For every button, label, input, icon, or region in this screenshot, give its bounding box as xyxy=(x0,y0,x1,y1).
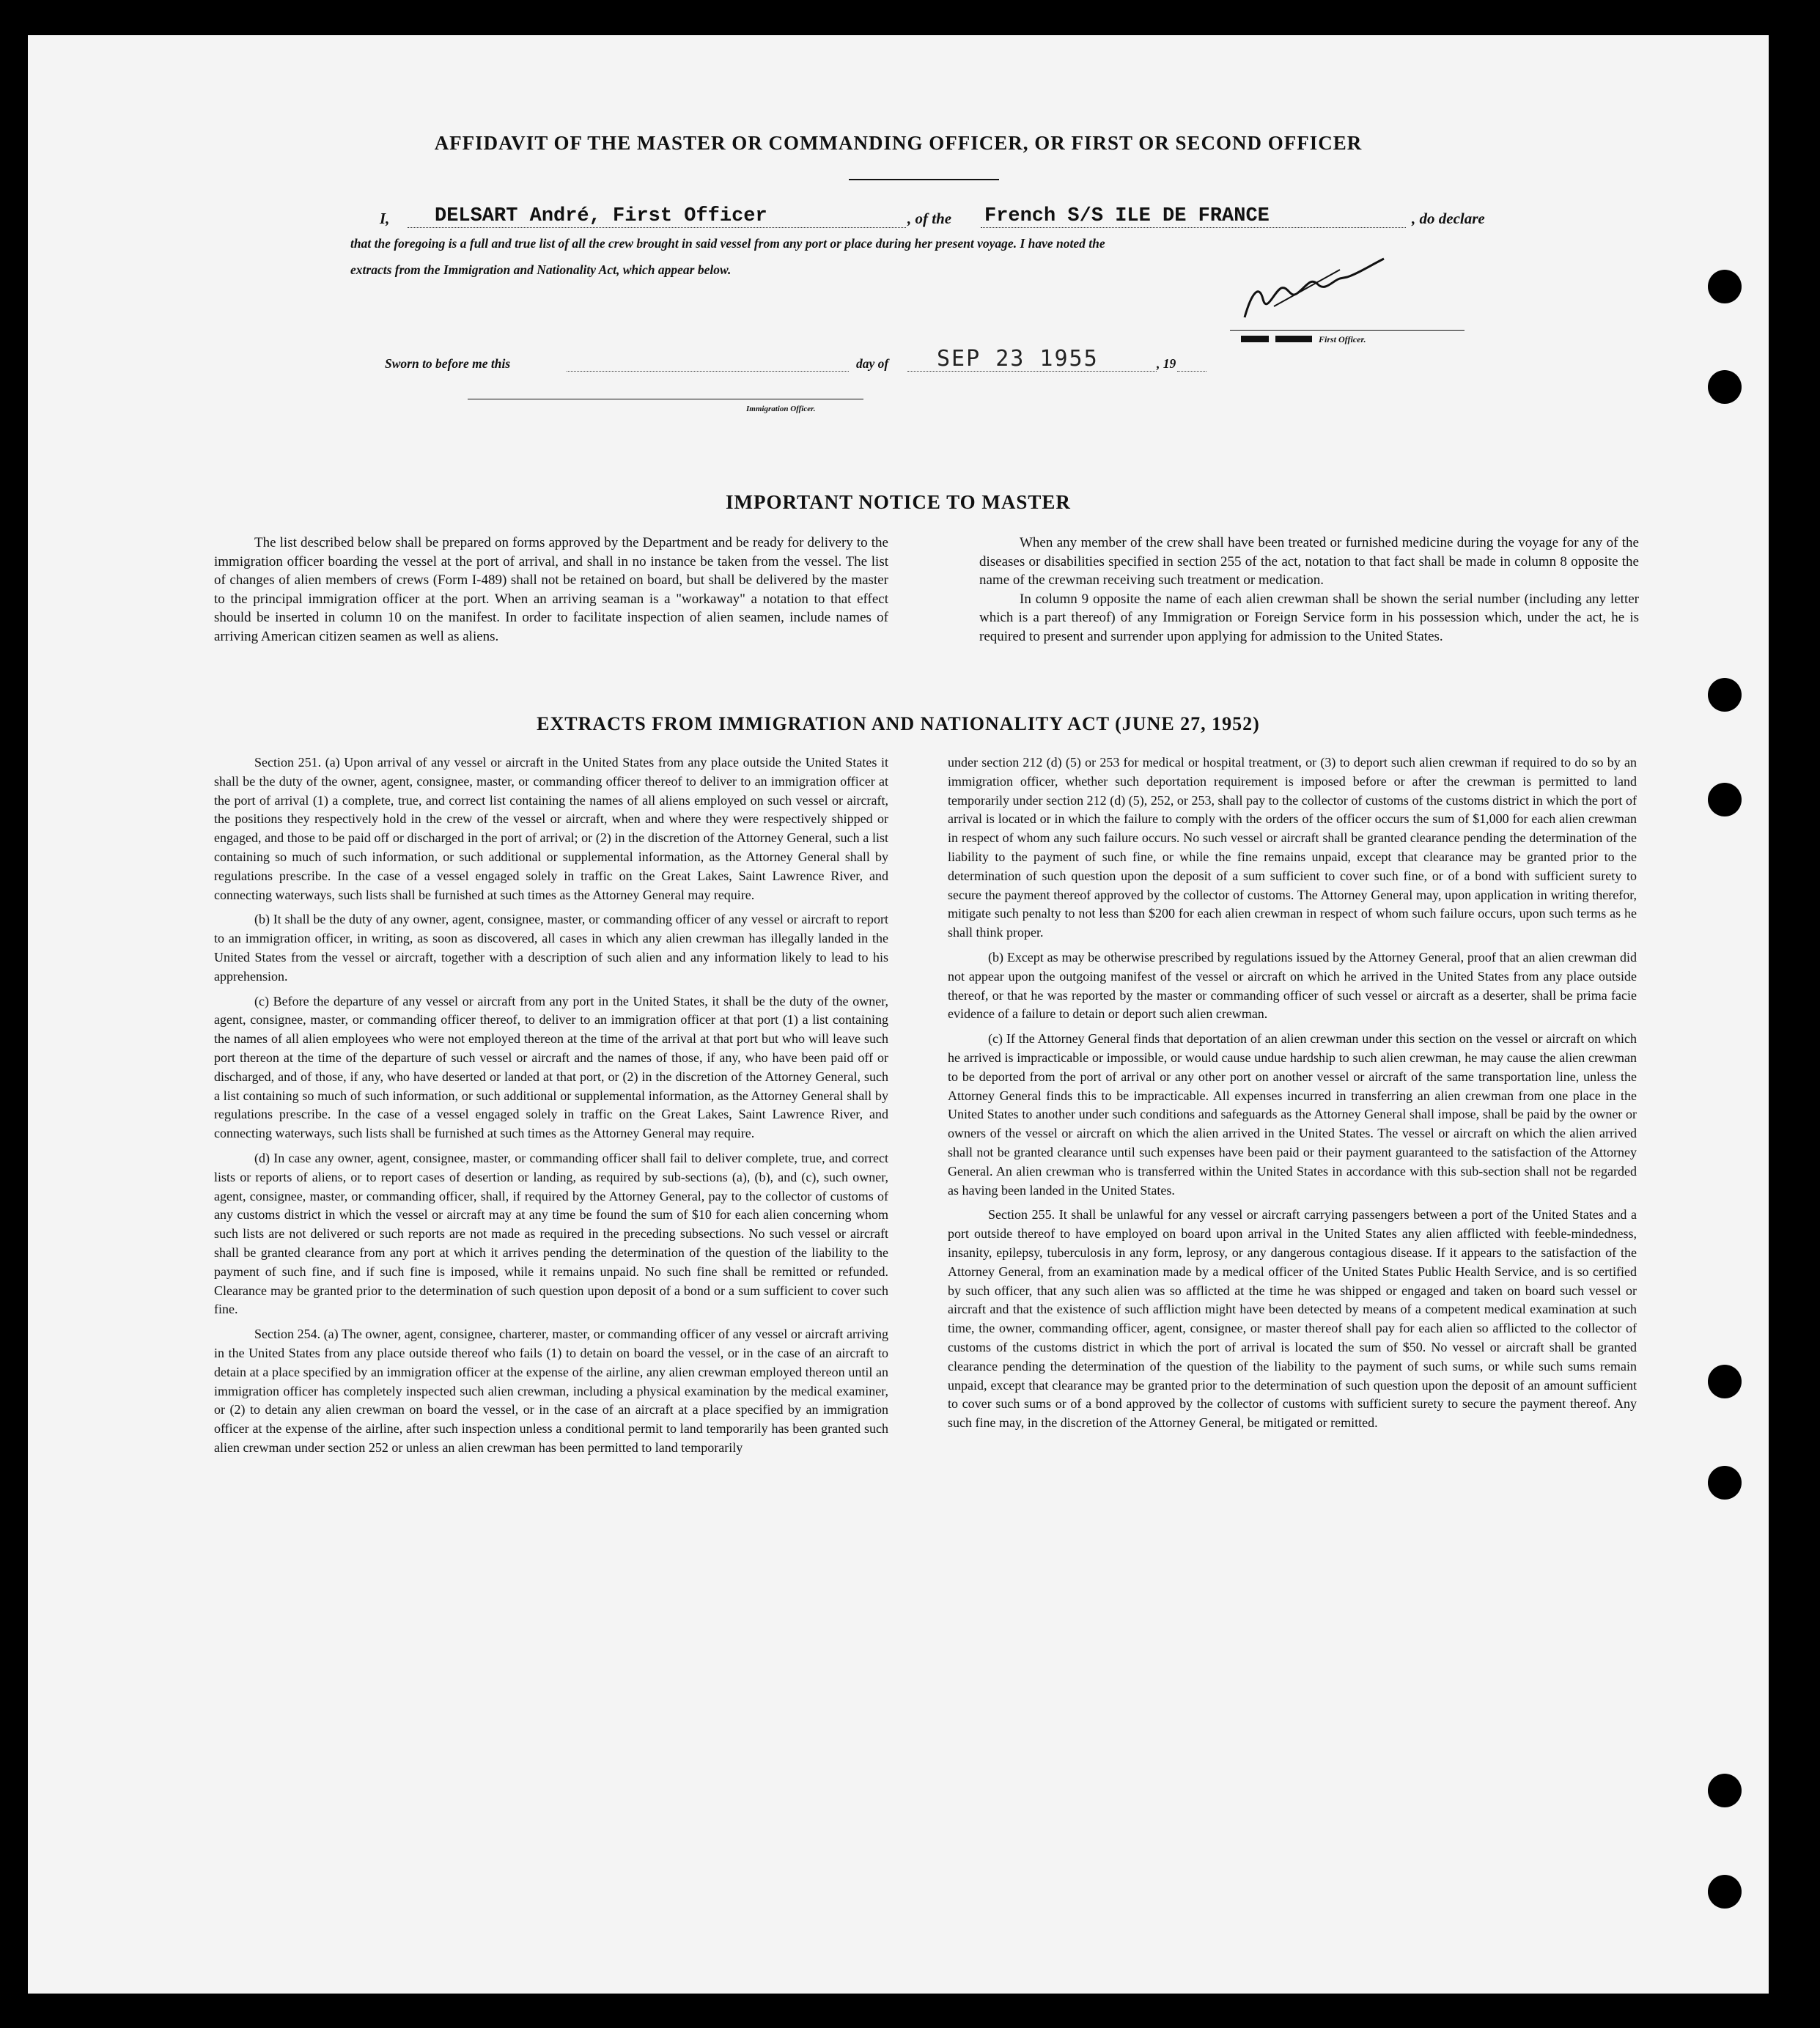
year-line xyxy=(1177,371,1206,372)
section-254-a: Section 254. (a) The owner, agent, consignee, charterer, master, or commanding officer of any vessel or aircraft arriving in the United States from any place outside thereof who fails (1) to detain on board the vessel, or in the case of an aircraft to detain at a place specified by an immigration officer at the expense of the airline, any alien crewman employed thereon until an immigration officer has completely inspected such alien crewman, including a physical examination by the medical examiner, or (2) to detain any alien crewman on board the vessel, or in the case of an aircraft at a place specified by an immigration officer at the expense of the airline, after such inspection unless a conditional permit to land temporarily has been granted such alien crewman under section 252 or unless an alien crewman has been permitted to land temporarily xyxy=(214,1327,888,1455)
extracts-right-column xyxy=(948,753,1637,1439)
section-251-b: (b) It shall be the duty of any owner, agent, consignee, master, or commanding officer of any vessel or aircraft to report to an immigration officer, in writing, as soon as discovered, all cases in which any alien crewman has illegally landed in the United States from the vessel or aircraft, together with a description of such alien and any information likely to lead to his apprehension. xyxy=(214,912,888,984)
officer-signature-line xyxy=(1230,330,1465,331)
binder-hole xyxy=(1708,1466,1742,1500)
section-251-d: (d) In case any owner, agent, consignee, master, or commanding officer shall fail to deliver complete, true, and correct lists or reports of aliens, or to report cases of desertion or landing, as required by sub-sections (a), (b), and (c), such owner, agent, consignee, master, or commanding officer, shall, if required by the Attorney General, pay to the collector of customs of any customs district in which the vessel or aircraft may at any time be found the sum of $10 for each alien concerning whom such lists are not delivered or such reports are not made as required in the preceding subsections. No such vessel or aircraft shall be granted clearance from any port at which it arrives pending the determination of the question of the liability to the payment of such fine, and if such fine is imposed, while it remains unpaid. No such fine shall be remitted or refunded. Clearance may be granted prior to the determination of such question upon deposit of a bond or a sum sufficient to cover such fine. xyxy=(214,1150,888,1317)
struck-second-mark xyxy=(1275,336,1312,342)
binder-hole xyxy=(1708,1365,1742,1398)
officer-name-line xyxy=(408,227,906,228)
sworn-day-line xyxy=(567,371,849,372)
do-declare-label: , do declare xyxy=(1412,210,1485,227)
section-254-a-cont: under section 212 (d) (5) or 253 for medical or hospital treatment, or (3) to deport such alien crewman if required to do so by an immigration officer, whether such deportation requirement is imposed before or after the crewman is permitted to land temporarily under section 212 (d) (5), 252, or 253, shall pay to the collector of customs of the customs district in which the port of arrival is located or in which the failure to comply with the orders of the officer occurs the sum of $1,000 for each alien crewman in respect of whom any such failure occurs. No such vessel or aircraft shall be granted clearance pending the determination of the liability to the payment of such fine, or while the fine remains unpaid, except that clearance may be granted prior to the determination of such question upon the deposit of a sum sufficient to cover such fine, or of a bond with sufficient surety to secure the payment thereof approved by the collector of customs. The Attorney General may, upon application in writing therefor, mitigate such penalty to not less than $200 for each alien crewman in respect of whom such failure occurs, upon such terms as he shall think proper. xyxy=(948,755,1637,940)
binder-hole xyxy=(1708,783,1742,816)
notice-title: IMPORTANT NOTICE TO MASTER xyxy=(726,491,1071,513)
officer-name: DELSART André, First Officer xyxy=(435,205,767,227)
section-255: Section 255. It shall be unlawful for any vessel or aircraft carrying passengers between a port of the United States and a port outside thereof to have employed on board upon arrival in the United States any alien afflicted with feeble-mindedness, insanity, epilepsy, tuberculosis in any form, leprosy, or any dangerous contagious disease. If it appears to the satisfaction of the Attorney General, from an examination made by a medical officer of the United States Public Health Service, and is so certified by such officer, that any such alien was so afflicted at the time he was shipped or engaged and taken on board such vessel or aircraft and that the existence of such affliction might have been detected by means of a competent medical examination at such time, the owner, commanding officer, agent, consignee, or master thereof shall pay for each alien so afflicted to the collector of customs of the customs district in which the port of arrival is located the sum of $50. No vessel or aircraft shall be granted clearance pending the determination of the question of the liability to the payment of such sums, or while such sums remain unpaid, except that clearance may be granted prior to the determination of such question upon the deposit of an amount sufficient to cover such sums or of a bond approved by the collector of customs with sufficient surety to secure the payment thereof. Any such fine may, in the discretion of the Attorney General, be mitigated or remitted. xyxy=(948,1207,1637,1431)
binder-hole xyxy=(1708,370,1742,404)
extracts-title: EXTRACTS FROM IMMIGRATION AND NATIONALITY ACT (JUNE 27, 1952) xyxy=(537,713,1260,734)
section-251-c: (c) Before the departure of any vessel or aircraft from any port in the United States, it shall be the duty of the owner, agent, consignee, master, or commanding officer thereof, to deliver to an immigration officer at that port (1) a list containing the names of all alien employees who were not employed thereon at the time of the arrival at that port but who will leave such port thereon at the time of the departure of such vessel or aircraft and the names of those, if any, who have been paid off or discharged, and of those, if any, who have deserted or landed at that port, or (2) in the discretion of the Attorney General, such a list containing so much of such information, or such additional or supplemental information, as the Attorney General shall by regulations prescribe. In the case of a vessel engaged solely in traffic on the Great Lakes, Saint Lawrence River, and connecting waterways, such lists shall be furnished at such times as the Attorney General may require. xyxy=(214,993,888,1141)
notice-right xyxy=(979,534,1639,646)
vessel-line xyxy=(981,227,1406,228)
binder-hole xyxy=(1708,1774,1742,1807)
affidavit-title: AFFIDAVIT OF THE MASTER OR COMMANDING OFFICER, OR FIRST OR SECOND OFFICER xyxy=(434,132,1363,154)
date-stamp: SEP 23 1955 xyxy=(937,346,1099,372)
section-254-c: (c) If the Attorney General finds that deportation of an alien crewman under this section on the vessel or aircraft on which he arrived is impracticable or impossible, or would cause undue hardship to such alien crewman, he may cause the alien crewman to be deported from the port of arrival or any other port on another vessel or aircraft of the same transportation line, unless the Attorney General finds this to be impracticable. All expenses incurred in transferring an alien crewman from one place in the United States to another under such conditions and safeguards as the Attorney General shall impose, shall be paid by the owner or owners of the vessel or aircraft on which the alien arrived in the United States. The vessel or aircraft on which the alien arrived shall not be granted clearance until such expenses have been paid or their payment guaranteed to the satisfaction of the Attorney General. An alien crewman who is transferred within the United States in accordance with this sub-section shall not be regarded as having been landed in the United States. xyxy=(948,1031,1637,1198)
i-label: I, xyxy=(380,210,390,227)
of-the-label: , of the xyxy=(907,210,952,227)
declaration-row xyxy=(380,210,389,228)
section-254-b: (b) Except as may be otherwise prescribed by regulations issued by the Attorney General, proof that an alien crewman did not appear upon the outgoing manifest of the vessel or aircraft on which he arrived in the United States from any place outside thereof, or that he was reported by the master or commanding officer of such vessel or aircraft as a deserter, shall be prima facie evidence of a failure to detain or deport such alien crewman. xyxy=(948,949,1637,1022)
notice-left xyxy=(214,534,888,646)
vessel-name: French S/S ILE DE FRANCE xyxy=(984,205,1270,227)
declaration-text-1: that the foregoing is a full and true list of all the crew brought in said vessel from any port or place during her present voyage. I have noted the xyxy=(350,236,1105,251)
sworn-label: Sworn to before me this xyxy=(385,356,511,371)
officer-signature xyxy=(1230,248,1421,328)
binder-hole xyxy=(1708,678,1742,712)
section-251-a: Section 251. (a) Upon arrival of any vessel or aircraft in the United States from any place outside the United States it shall be the duty of the owner, agent, consignee, master, or commanding officer thereof to deliver to an immigration officer at the port of arrival (1) a complete, true, and correct list containing the names of all aliens employed on such vessel or aircraft, the positions they respectively hold in the crew of the vessel or aircraft, when and where they were respectively shipped or engaged, and those to be paid off or discharged in the port of arrival; or (2) in the discretion of the Attorney General, such a list containing so much of such information, or such additional or supplemental information, as the Attorney General shall by regulations prescribe. In the case of a vessel engaged solely in traffic on the Great Lakes, Saint Lawrence River, and connecting waterways, such lists shall be furnished at such times as the Attorney General may require. xyxy=(214,755,888,902)
extracts-left-column xyxy=(214,753,888,1464)
declaration-text-2: extracts from the Immigration and Nationality Act, which appear below. xyxy=(350,262,732,277)
notice-left-text: The list described below shall be prepared on forms approved by the Department and be ready for delivery to the immigration officer boarding the vessel at the port of arrival, and shall in no instance be taken from the vessel. The list of changes of alien members of crews (Form I-489) shall not be retained on board, but shall be delivered by the master to the principal immigration officer at the port. When an arriving seaman is a "workaway" a notation to that effect should be inserted in column 10 on the manifest. In order to facilitate inspection of alien seamen, include names of arriving American citizen seamen as well as aliens. xyxy=(214,535,888,644)
year-prefix: , 19 xyxy=(1157,356,1176,371)
date-line xyxy=(907,371,1157,372)
struck-master-mark xyxy=(1241,336,1269,342)
notice-right-p1: When any member of the crew shall have been treated or furnished medicine during the voyage for any of the diseases or disabilities specified in section 255 of the act, notation to that fact shall be made in column 8 opposite the name of the crewman receiving such treatment or medication. xyxy=(979,535,1639,588)
binder-hole xyxy=(1708,1875,1742,1909)
binder-hole xyxy=(1708,270,1742,303)
officer-caption xyxy=(1241,334,1366,345)
day-of-label: day of xyxy=(856,356,889,371)
officer-caption-text: First Officer. xyxy=(1319,334,1366,344)
title-rule xyxy=(849,179,999,180)
document-page xyxy=(28,35,1769,1994)
notice-right-p2: In column 9 opposite the name of each alien crewman shall be shown the serial number (including any letter which is a part thereof) of any Immigration or Foreign Service form in his possession which, under the act, he is required to present and surrender upon applying for admission to the United States. xyxy=(979,591,1639,644)
immigration-officer-caption: Immigration Officer. xyxy=(746,405,816,413)
